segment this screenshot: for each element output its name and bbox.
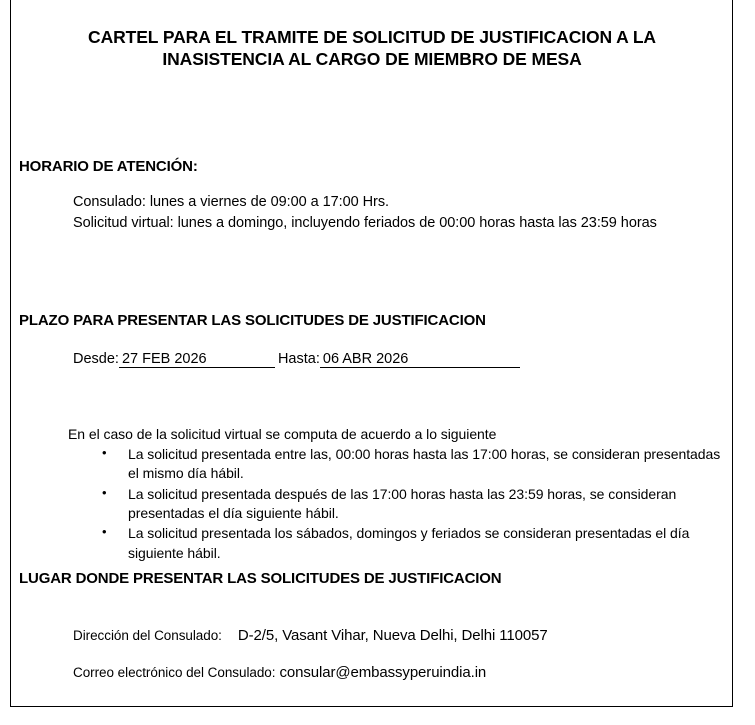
- horario-line-consulado: Consulado: lunes a viernes de 09:00 a 17:00 Hrs.: [73, 194, 389, 210]
- email-label: Correo electrónico del Consulado:: [73, 665, 276, 680]
- list-item: [99, 445, 729, 484]
- bullet-icon: •: [102, 524, 107, 540]
- virtual-rules-list: [99, 445, 729, 564]
- list-item: [99, 524, 729, 563]
- virtual-rules-intro: En el caso de la solicitud virtual se computa de acuerdo a lo siguiente: [68, 426, 497, 442]
- horario-lines: [73, 192, 693, 235]
- document-frame: [10, 0, 733, 707]
- date-to-label: Hasta:: [277, 351, 320, 367]
- address-value: D-2/5, Vasant Vihar, Nueva Delhi, Delhi 110057: [237, 627, 548, 644]
- section-heading-plazo: PLAZO PARA PRESENTAR LAS SOLICITUDES DE JUSTIFICACION: [19, 312, 486, 329]
- consulate-email-row: [73, 664, 486, 682]
- list-item-text: La solicitud presentada los sábados, domingos y feriados se consideran presentadas el día siguiente hábil.: [128, 525, 690, 561]
- consulate-address-row: [73, 627, 548, 645]
- bullet-icon: •: [102, 445, 107, 460]
- date-from-value[interactable]: 27 FEB 2026: [119, 351, 275, 368]
- list-item: [99, 485, 729, 524]
- plazo-date-row: [73, 351, 693, 373]
- address-label: Dirección del Consulado:: [73, 628, 222, 643]
- date-to-value[interactable]: 06 ABR 2026: [320, 351, 520, 368]
- date-from-label: Desde:: [73, 351, 119, 367]
- list-item-text: La solicitud presentada después de las 17:00 horas hasta las 23:59 horas, se consideran presentadas el día siguiente hábil.: [128, 485, 677, 521]
- email-value[interactable]: consular@embassyperuindia.in: [279, 664, 487, 681]
- horario-line-virtual: Solicitud virtual: lunes a domingo, incluyendo feriados de 00:00 horas hasta las 23:59 horas: [73, 215, 657, 232]
- page-title: CARTEL PARA EL TRAMITE DE SOLICITUD DE JUSTIFICACION A LA INASISTENCIA AL CARGO DE MIEMBRO DE MESA: [88, 27, 656, 70]
- list-item-text: La solicitud presentada entre las, 00:00 horas hasta las 17:00 horas, se consideran presentadas el mismo día hábil.: [128, 446, 721, 482]
- section-heading-horario: HORARIO DE ATENCIÓN:: [19, 158, 198, 175]
- section-heading-lugar: LUGAR DONDE PRESENTAR LAS SOLICITUDES DE JUSTIFICACION: [19, 570, 502, 587]
- bullet-icon: •: [102, 484, 107, 500]
